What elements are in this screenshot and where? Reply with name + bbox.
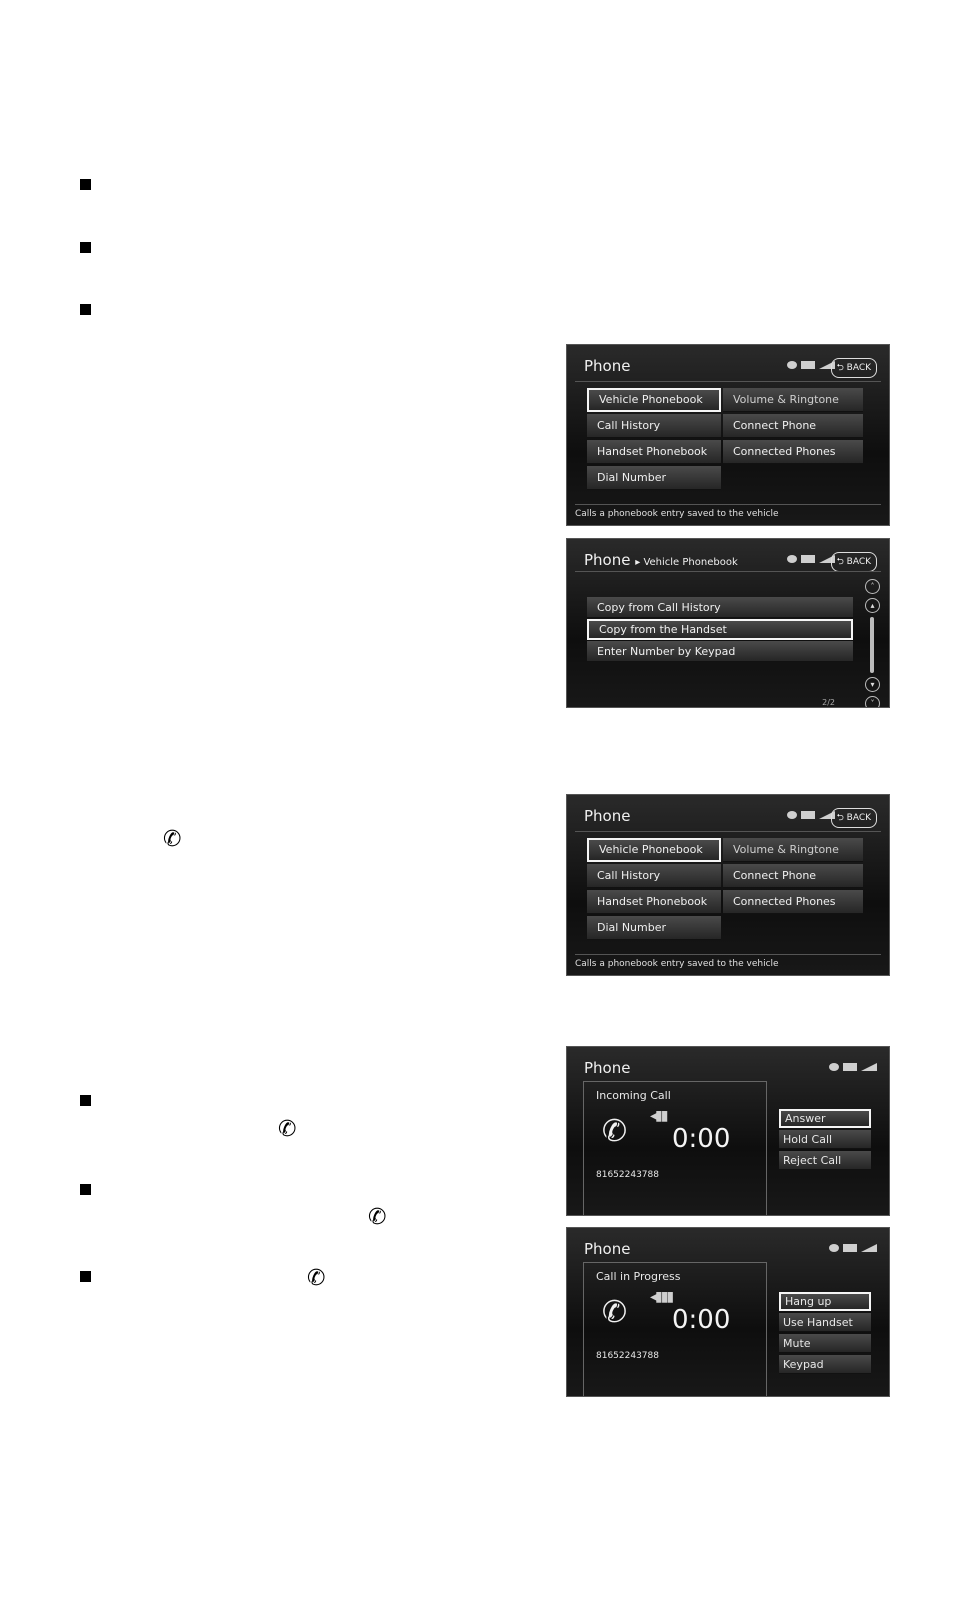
menu-item-vehicle-phonebook[interactable]: Vehicle Phonebook — [587, 838, 721, 862]
screen-title: Phone — [584, 1240, 631, 1258]
menu-item-call-history[interactable]: Call History — [587, 414, 721, 438]
square-bullet-icon — [80, 1095, 91, 1106]
menu-item-handset-phonebook[interactable]: Handset Phonebook — [587, 440, 721, 464]
menu-item-dial-number[interactable]: Dial Number — [587, 916, 721, 940]
phone-handset-icon: ✆ — [602, 1295, 628, 1330]
divider — [575, 504, 881, 505]
menu-item-connected-phones[interactable]: Connected Phones — [723, 440, 863, 464]
page-indicator: 2/2 — [822, 698, 835, 707]
use-handset-button[interactable]: Use Handset — [779, 1313, 871, 1332]
battery-icon — [843, 1244, 857, 1252]
bluetooth-icon — [829, 1063, 839, 1071]
menu-item-connect-phone[interactable]: Connect Phone — [723, 414, 863, 438]
hold-call-button[interactable]: Hold Call — [779, 1130, 871, 1149]
hang-up-button[interactable]: Hang up — [779, 1292, 871, 1311]
footer-hint: Calls a phonebook entry saved to the vehicle — [575, 509, 779, 519]
screen-vehicle-phonebook — [566, 538, 890, 708]
menu-item-volume-ringtone[interactable]: Volume & Ringtone — [723, 388, 863, 412]
divider — [575, 831, 881, 832]
keypad-button[interactable]: Keypad — [779, 1355, 871, 1374]
menu-item-copy-call-history[interactable]: Copy from Call History — [587, 597, 853, 618]
bluetooth-icon — [787, 361, 797, 369]
square-bullet-icon — [80, 1271, 91, 1282]
screen-incoming-call — [566, 1046, 890, 1216]
square-bullet-icon — [80, 1184, 91, 1195]
battery-icon — [801, 811, 815, 819]
back-button[interactable]: ⮌ BACK — [831, 808, 877, 828]
screen-title: Phone — [584, 357, 631, 375]
mute-button[interactable]: Mute — [779, 1334, 871, 1353]
signal-arrows-icon: ◂▮▮ — [650, 1108, 667, 1124]
voice-talk-icon: ✆ — [278, 1116, 297, 1141]
menu-item-dial-number[interactable]: Dial Number — [587, 466, 721, 490]
bluetooth-icon — [787, 811, 797, 819]
call-panel — [583, 1262, 767, 1397]
status-icons — [829, 1063, 877, 1071]
caller-number: 81652243788 — [596, 1170, 659, 1180]
phone-handset-icon: ✆ — [368, 1204, 387, 1229]
screen-title: Phone ▸ Vehicle Phonebook — [584, 551, 738, 569]
signal-icon — [861, 1063, 877, 1071]
status-icons — [787, 811, 835, 819]
scrollbar[interactable] — [865, 579, 879, 708]
divider — [575, 571, 881, 572]
status-icons — [787, 361, 835, 369]
reject-call-button[interactable]: Reject Call — [779, 1151, 871, 1170]
battery-icon — [801, 361, 815, 369]
menu-item-copy-handset[interactable]: Copy from the Handset — [587, 619, 853, 640]
screen-title: Phone — [584, 1059, 631, 1077]
answer-button[interactable]: Answer — [779, 1109, 871, 1128]
battery-icon — [843, 1063, 857, 1071]
bluetooth-icon — [829, 1244, 839, 1252]
footer-hint: Calls a phonebook entry saved to the vehicle — [575, 959, 779, 969]
scroll-thumb[interactable] — [870, 617, 874, 673]
divider — [575, 381, 881, 382]
screen-phone-menu — [566, 344, 890, 526]
screen-phone-menu-2 — [566, 794, 890, 976]
call-panel — [583, 1081, 767, 1216]
status-icons — [787, 555, 835, 563]
call-timer: 0:00 — [672, 1305, 731, 1335]
square-bullet-icon — [80, 304, 91, 315]
bluetooth-icon — [787, 555, 797, 563]
square-bullet-icon — [80, 179, 91, 190]
screen-title: Phone — [584, 807, 631, 825]
menu-item-handset-phonebook[interactable]: Handset Phonebook — [587, 890, 721, 914]
battery-icon — [801, 555, 815, 563]
signal-icon — [861, 1244, 877, 1252]
divider — [575, 954, 881, 955]
breadcrumb: ▸ Vehicle Phonebook — [635, 557, 738, 568]
menu-item-volume-ringtone[interactable]: Volume & Ringtone — [723, 838, 863, 862]
scroll-up-icon[interactable]: ▴ — [865, 598, 880, 613]
status-icons — [829, 1244, 877, 1252]
signal-arrows-icon: ◂▮▮▮ — [650, 1289, 673, 1305]
menu-item-connect-phone[interactable]: Connect Phone — [723, 864, 863, 888]
menu-item-connected-phones[interactable]: Connected Phones — [723, 890, 863, 914]
back-button[interactable]: ⮌ BACK — [831, 552, 877, 572]
call-timer: 0:00 — [672, 1124, 731, 1154]
square-bullet-icon — [80, 242, 91, 253]
scroll-bottom-icon[interactable]: ˅ — [865, 696, 880, 708]
caller-number: 81652243788 — [596, 1351, 659, 1361]
call-status-label: Incoming Call — [596, 1089, 671, 1102]
back-button[interactable]: ⮌ BACK — [831, 358, 877, 378]
call-status-label: Call in Progress — [596, 1270, 681, 1283]
phone-handset-icon: ✆ — [307, 1265, 326, 1290]
menu-item-call-history[interactable]: Call History — [587, 864, 721, 888]
voice-talk-icon: ✆ — [163, 826, 182, 851]
menu-item-vehicle-phonebook[interactable]: Vehicle Phonebook — [587, 388, 721, 412]
scroll-top-icon[interactable]: ˄ — [865, 579, 880, 594]
screen-call-in-progress — [566, 1227, 890, 1397]
menu-item-enter-keypad[interactable]: Enter Number by Keypad — [587, 641, 853, 662]
scroll-down-icon[interactable]: ▾ — [865, 677, 880, 692]
phone-handset-icon: ✆ — [602, 1114, 628, 1149]
